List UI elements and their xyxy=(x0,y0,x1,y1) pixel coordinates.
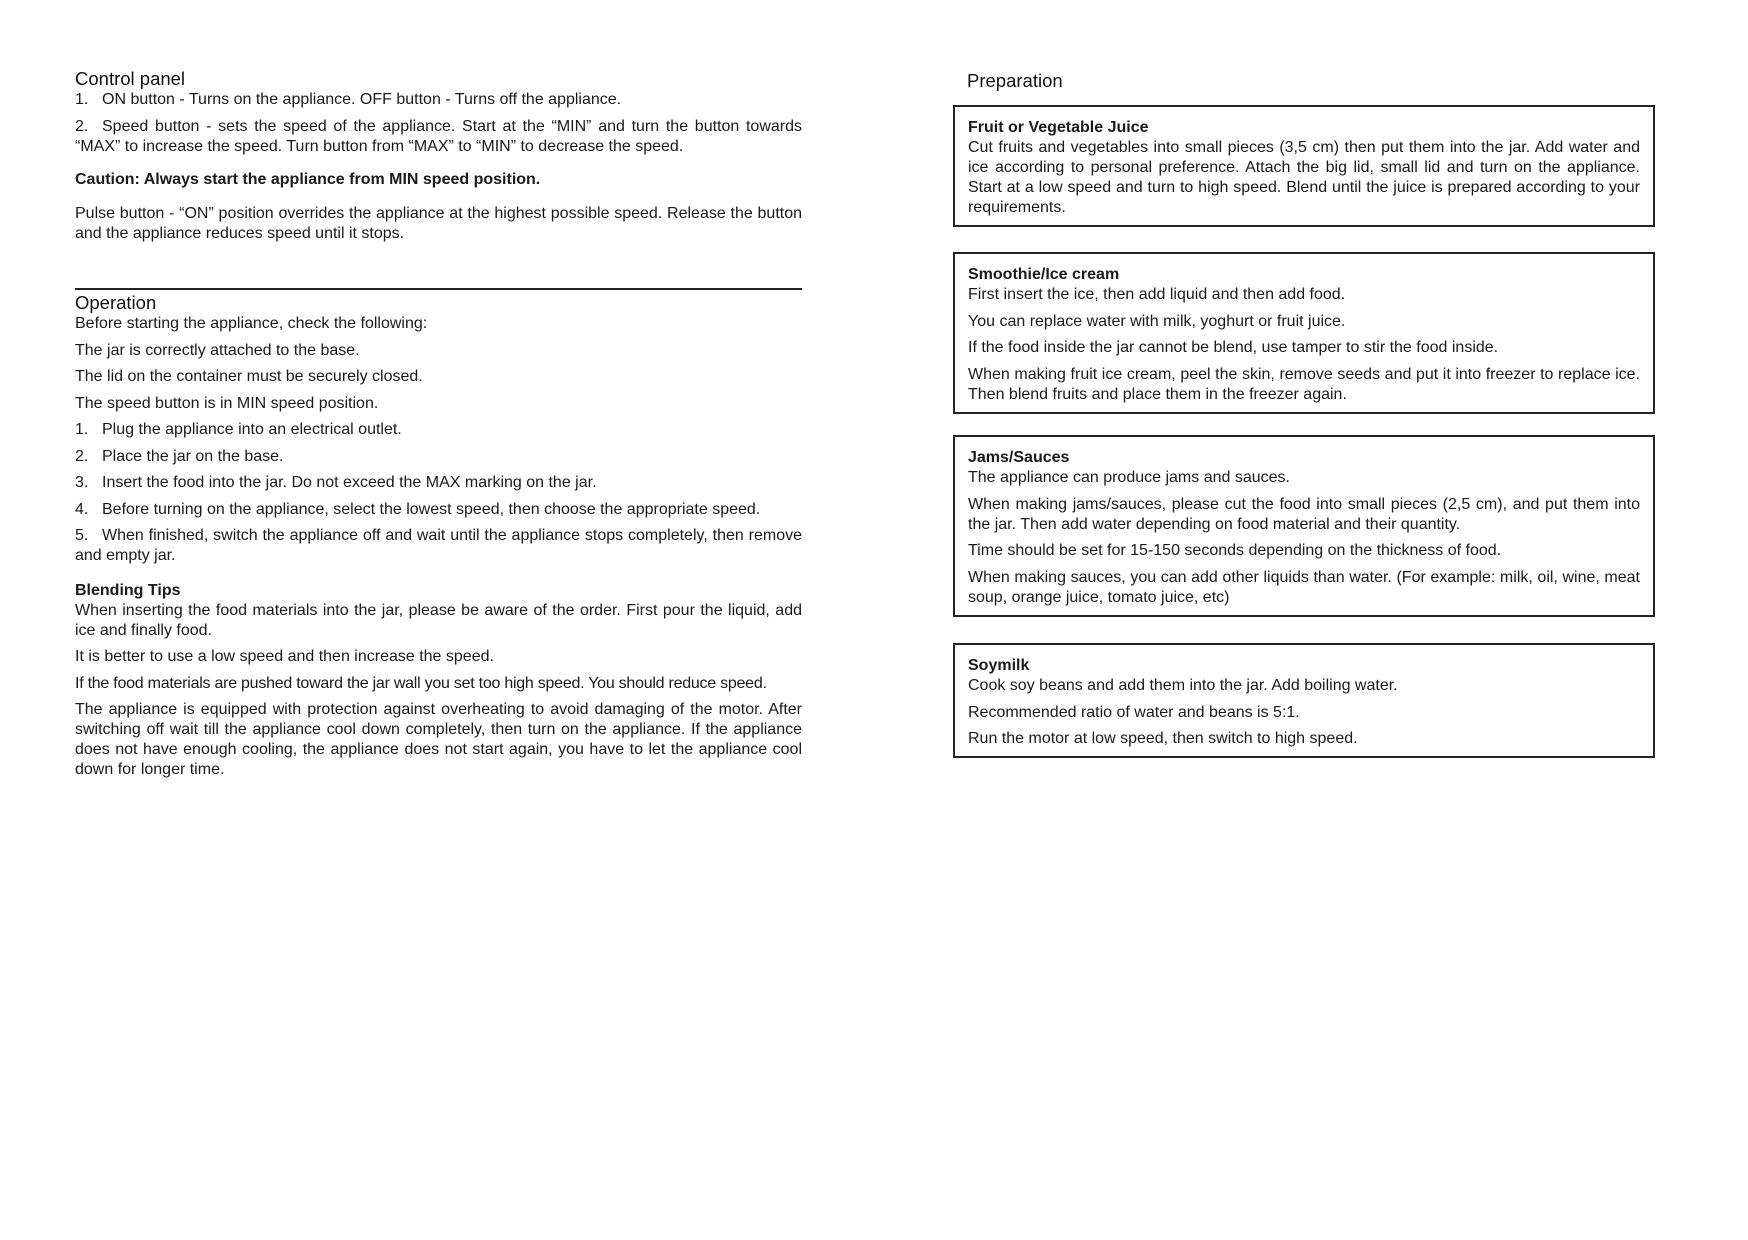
box-title: Jams/Sauces xyxy=(968,449,1070,466)
blending-tips-heading: Blending Tips xyxy=(75,581,181,599)
control-panel-heading: Control panel xyxy=(75,68,186,89)
box-paragraph: The appliance can produce jams and sauces. xyxy=(968,469,1290,486)
step-item-3: 3. Insert the food into the jar. Do not exceed the MAX marking on the jar. xyxy=(75,474,597,491)
caution-text: Caution: Always start the appliance from MIN speed position. xyxy=(75,171,541,188)
tip-paragraph: It is better to use a low speed and then increase the speed. xyxy=(75,648,494,665)
section-divider xyxy=(75,288,802,290)
soymilk-box xyxy=(953,643,1655,758)
check-item: The speed button is in MIN speed position. xyxy=(75,394,379,412)
box-paragraph: First insert the ice, then add liquid and then add food. xyxy=(968,286,1346,303)
control-item-2: 2. Speed button - sets the speed of the appliance. Start at the “MIN” and turn the button towards “MAX” to increase the speed. Turn button from “MAX” to “MIN” to decrease the speed. xyxy=(75,117,802,155)
operation-intro: Before starting the appliance, check the following: xyxy=(75,315,428,332)
box-title: Fruit or Vegetable Juice xyxy=(968,119,1149,136)
fruit-juice-box xyxy=(953,105,1655,227)
box-title: Soymilk xyxy=(968,657,1030,674)
box-paragraph: Recommended ratio of water and beans is 5:1. xyxy=(968,703,1300,721)
box-paragraph: Run the motor at low speed, then switch to high speed. xyxy=(968,730,1358,747)
step-item-4: 4. Before turning on the appliance, select the lowest speed, then choose the appropriate speed. xyxy=(75,500,761,518)
box-paragraph: You can replace water with milk, yoghurt or fruit juice. xyxy=(968,312,1346,330)
box-paragraph: When making fruit ice cream, peel the skin, remove seeds and put it into freezer to replace ice. Then blend fruits and place them in the freezer again. xyxy=(968,365,1640,403)
box-paragraph: Cook soy beans and add them into the jar. Add boiling water. xyxy=(968,677,1398,694)
step-item-5: 5. When finished, switch the appliance off and wait until the appliance stops completely, then remove and empty jar. xyxy=(75,527,802,564)
control-item-1: 1. ON button - Turns on the appliance. OFF button - Turns off the appliance. xyxy=(75,91,622,108)
check-item: The jar is correctly attached to the base. xyxy=(75,341,360,359)
check-item: The lid on the container must be securely closed. xyxy=(75,368,423,385)
tip-paragraph: When inserting the food materials into the jar, please be aware of the order. First pour the liquid, add ice and finally food. xyxy=(75,601,802,639)
tip-paragraph: If the food materials are pushed toward the jar wall you set too high speed. You should reduce speed. xyxy=(75,674,767,692)
smoothie-box xyxy=(953,252,1655,414)
box-paragraph: When making jams/sauces, please cut the food into small pieces (2,5 cm), and put them into the jar. Then add water depending on food material and their quantity. xyxy=(968,495,1640,533)
operation-heading: Operation xyxy=(75,292,157,313)
tip-paragraph: The appliance is equipped with protection against overheating to avoid damaging of the motor. After switching off wait till the appliance cool down completely, then turn on the appliance. If the appliance does not have enough cooling, the appliance does not start again, you have to let the appliance cool down for longer time. xyxy=(75,701,802,778)
step-item-1: 1. Plug the appliance into an electrical outlet. xyxy=(75,421,402,438)
left-column xyxy=(75,68,802,787)
box-title: Smoothie/Ice cream xyxy=(968,266,1120,283)
step-item-2: 2. Place the jar on the base. xyxy=(75,447,284,465)
box-paragraph: Time should be set for 15-150 seconds depending on the thickness of food. xyxy=(968,542,1502,559)
box-paragraph: Cut fruits and vegetables into small pieces (3,5 cm) then put them into the jar. Add water and ice according to personal preference. Attach the big lid, small lid and turn on the appliance. Start at a low speed and turn to high speed. Blend until the juice is prepared according to your requirements. xyxy=(968,139,1640,216)
pulse-text: Pulse button - “ON” position overrides the appliance at the highest possible speed. Release the button and the appliance reduces speed until it stops. xyxy=(75,204,802,242)
box-paragraph: If the food inside the jar cannot be blend, use tamper to stir the food inside. xyxy=(968,339,1499,356)
box-paragraph: When making sauces, you can add other liquids than water. (For example: milk, oil, wine, meat soup, orange juice, tomato juice, etc) xyxy=(968,568,1640,606)
jams-sauces-box xyxy=(953,435,1655,617)
preparation-heading: Preparation xyxy=(967,70,1063,91)
